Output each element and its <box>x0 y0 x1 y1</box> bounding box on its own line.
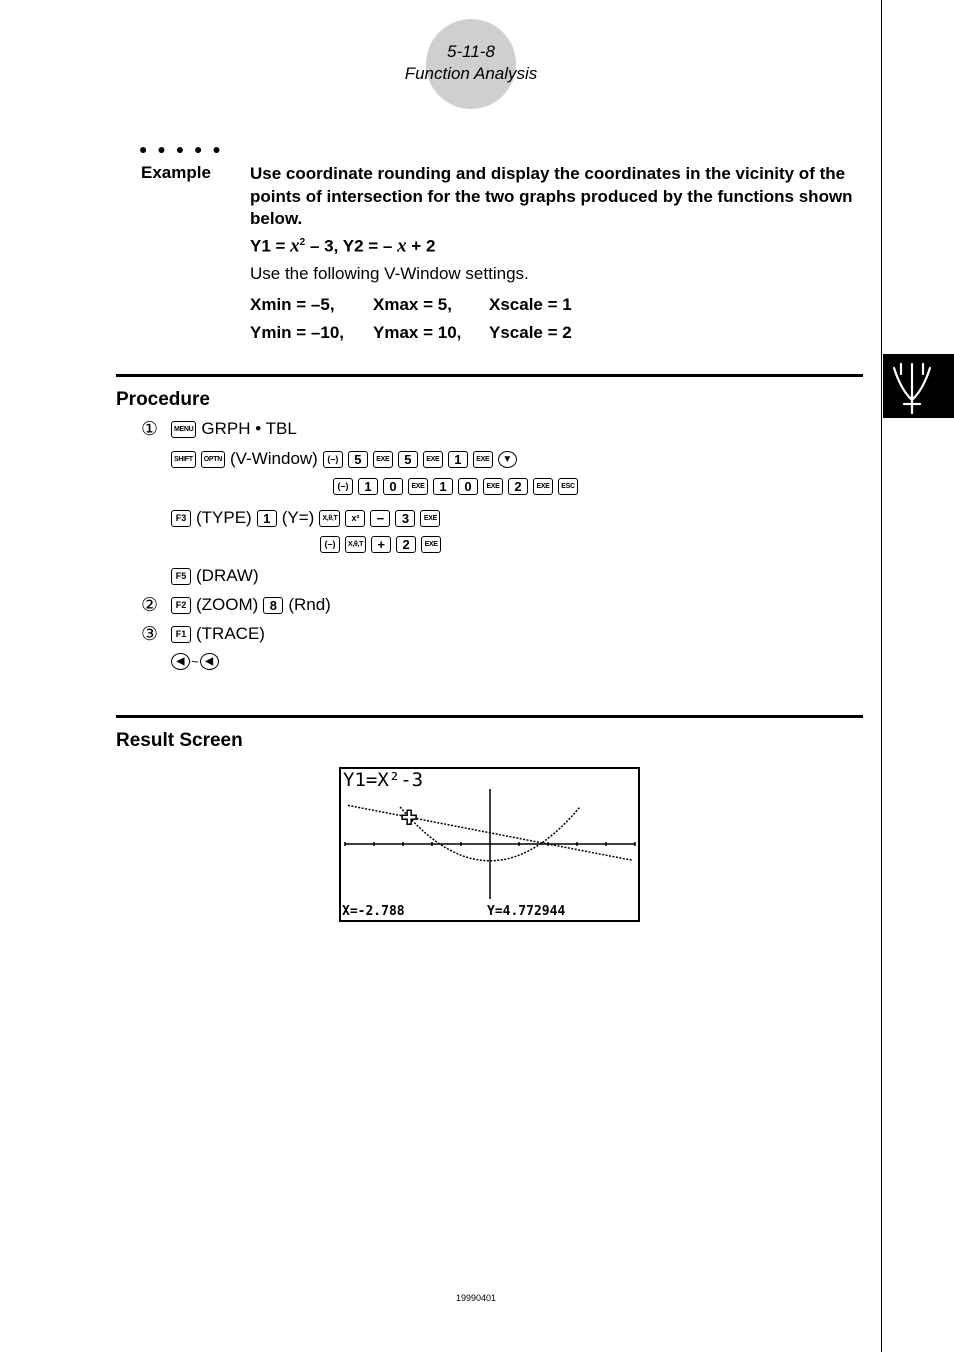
page-edge-rule <box>881 0 882 1352</box>
step-1-line-6 <box>171 566 264 586</box>
exe-key: EXE <box>408 478 428 495</box>
optn-key: OPTN <box>201 451 225 468</box>
x-coordinate-readout: X=-2.788 <box>342 904 405 919</box>
digit-1-key: 1 <box>257 510 277 527</box>
example-body <box>250 163 865 347</box>
calculator-screen <box>339 767 640 922</box>
digit-3-key: 3 <box>395 510 415 527</box>
section-divider <box>116 374 863 377</box>
func-mid: – 3, Y2 = – <box>305 236 398 256</box>
minus-key: − <box>370 510 390 527</box>
trace-text: (TRACE) <box>196 624 265 643</box>
screen-function-title: Y1=X²-3 <box>343 769 424 791</box>
step-1-marker: ① <box>141 419 159 440</box>
example-functions <box>250 232 865 258</box>
result-screen-title: Result Screen <box>116 730 243 751</box>
exe-key: EXE <box>473 451 493 468</box>
yeq-text: (Y=) <box>281 508 315 527</box>
func-end: + 2 <box>406 236 436 256</box>
exe-key: EXE <box>420 510 440 527</box>
cursor-left-icon: ◀ <box>171 653 190 670</box>
step-1-line-4 <box>171 508 445 528</box>
example-dots: ● ● ● ● ● <box>139 141 224 157</box>
y-coordinate-readout: Y=4.772944 <box>487 904 566 919</box>
vwindow-settings <box>250 291 865 347</box>
exe-key: EXE <box>423 451 443 468</box>
square-key: x² <box>345 510 365 527</box>
settings-row <box>250 291 865 319</box>
f1-key: F1 <box>171 626 191 643</box>
x-theta-t-key: X,θ,T <box>319 510 340 527</box>
chapter-title: Function Analysis <box>404 64 538 83</box>
procedure-title: Procedure <box>116 389 210 410</box>
vwindow-text: (V-Window) <box>229 449 318 468</box>
draw-text: (DRAW) <box>196 566 259 585</box>
func-x-var: x <box>290 235 300 257</box>
digit-8-key: 8 <box>263 597 283 614</box>
page-number: 5-11-8 <box>447 42 495 61</box>
grph-tbl-text: GRPH • TBL <box>201 419 297 438</box>
cursor-left-icon: ◀ <box>200 653 219 670</box>
step-3-marker: ③ <box>141 624 159 645</box>
esc-key: ESC <box>558 478 578 495</box>
tilde-text: ~ <box>191 654 199 669</box>
digit-2-key: 2 <box>396 536 416 553</box>
digit-5-key: 5 <box>398 451 418 468</box>
step-2-line <box>171 595 336 615</box>
step-1-line-3 <box>333 478 583 495</box>
step-1-line-1 <box>171 419 302 439</box>
shift-key: SHIFT <box>171 451 196 468</box>
digit-1-key: 1 <box>358 478 378 495</box>
settings-row <box>250 319 865 347</box>
step-1-line-2 <box>171 449 522 469</box>
digit-0-key: 0 <box>458 478 478 495</box>
f3-key: F3 <box>171 510 191 527</box>
func-y1-label: Y1 = <box>250 236 291 256</box>
exe-key: EXE <box>421 536 441 553</box>
func-x-var-2: x <box>397 235 407 257</box>
ymin-setting: Ymin = –10, <box>250 323 345 343</box>
example-description: Use coordinate rounding and display the coordinates in the vicinity of the points of intersection for the two graphs produced by the functions shown below. <box>250 164 853 228</box>
example-label: Example <box>141 163 211 182</box>
digit-2-key: 2 <box>508 478 528 495</box>
yscale-setting: Yscale = 2 <box>489 323 572 343</box>
step-1-line-5 <box>320 536 446 553</box>
f5-key: F5 <box>171 568 191 585</box>
exe-key: EXE <box>533 478 553 495</box>
menu-key: MENU <box>171 421 196 438</box>
exe-key: EXE <box>483 478 503 495</box>
section-divider <box>116 715 863 718</box>
vwindow-intro: Use the following V-Window settings. <box>250 264 529 284</box>
type-text: (TYPE) <box>196 508 252 527</box>
step-3-line <box>171 624 270 644</box>
footer-code: 19990401 <box>455 1293 497 1303</box>
chapter-tab <box>883 354 954 418</box>
x-theta-t-key: X,θ,T <box>345 536 366 553</box>
rnd-text: (Rnd) <box>288 595 331 614</box>
digit-0-key: 0 <box>383 478 403 495</box>
negative-key: (–) <box>323 451 343 468</box>
xmax-setting: Xmax = 5, <box>373 295 452 315</box>
xscale-setting: Xscale = 1 <box>489 295 572 315</box>
step-3-cursor-line <box>171 653 224 670</box>
zoom-text: (ZOOM) <box>196 595 259 614</box>
digit-1-key: 1 <box>433 478 453 495</box>
negative-key: (–) <box>333 478 353 495</box>
calculator-lcd <box>339 767 640 922</box>
digit-5-key: 5 <box>348 451 368 468</box>
digit-1-key: 1 <box>448 451 468 468</box>
cursor-down-icon: ▼ <box>498 451 517 468</box>
graph-mode-icon <box>891 360 931 414</box>
plus-key: + <box>371 536 391 553</box>
ymax-setting: Ymax = 10, <box>373 323 462 343</box>
exe-key: EXE <box>373 451 393 468</box>
step-2-marker: ② <box>141 595 159 616</box>
xmin-setting: Xmin = –5, <box>250 295 335 315</box>
f2-key: F2 <box>171 597 191 614</box>
func-exponent: 2 <box>299 236 306 248</box>
negative-key: (–) <box>320 536 340 553</box>
